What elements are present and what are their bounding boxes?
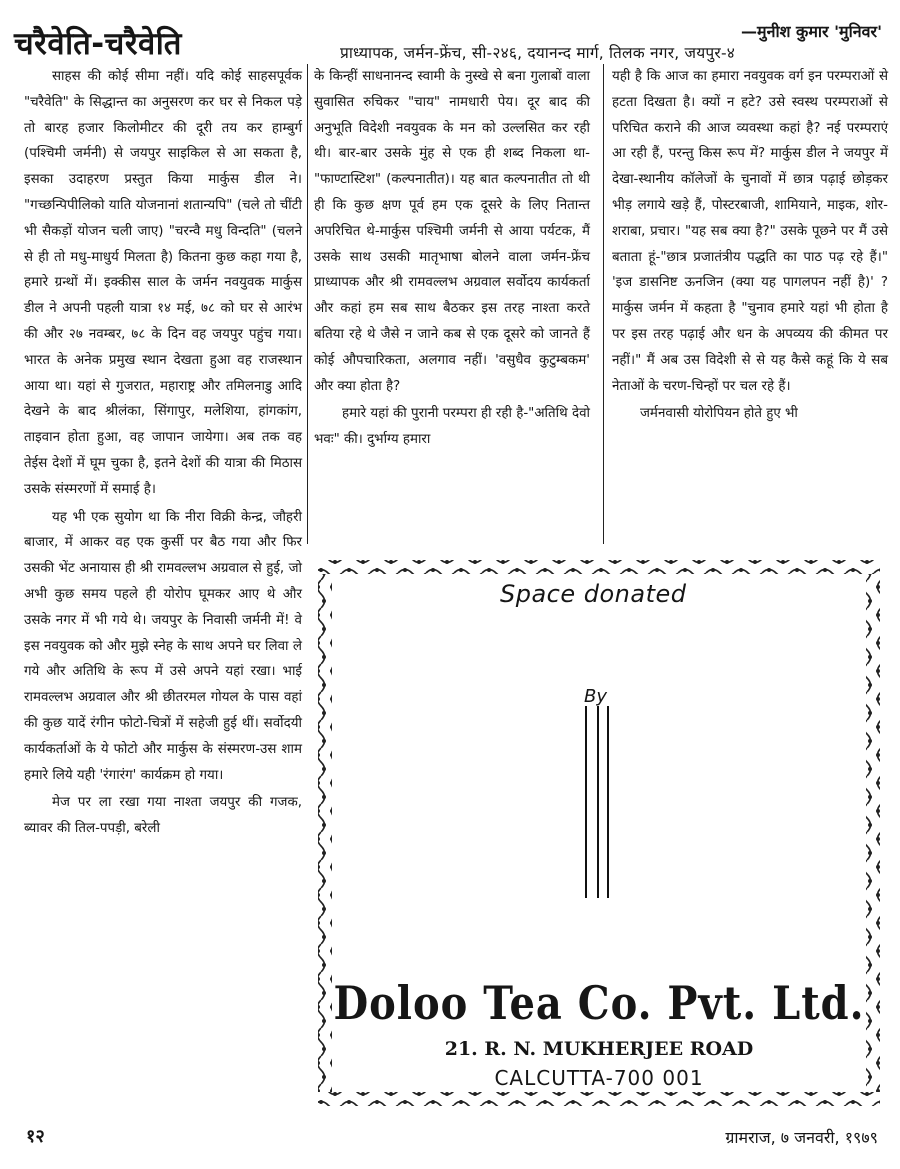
article-column-3 xyxy=(612,64,888,427)
article-column-1 xyxy=(24,64,302,842)
ad-by: By xyxy=(584,686,608,707)
ad-city: CALCUTTA-700 001 xyxy=(494,1066,704,1090)
article-author: —मुनीश कुमार 'मुनिवर' xyxy=(741,22,882,41)
paragraph: यही है कि आज का हमारा नवयुवक वर्ग इन परम्पराओं से हटता दिखता है। क्यों न हटे? उसे स्वस्थ परम्पराओं से परिचित कराने की आज व्यवस्था कहां है? नई परम्पराएं आ रही हैं, परन्तु किस रूप में? मार्कुस डील ने जयपुर में देखा-स्थानीय कॉलेजों के चुनावों में छात्र पढ़ाई छोड़कर भीड़ लगाये खड़े हैं, पोस्टरबाजी, शामियाने, माइक, शोर-शराबा, प्रचार। "यह सब क्या है?" उसके पूछने पर मैं उसे बताता हूं-"छात्र प्रजातंत्रीय पद्धति का पाठ पढ़ रहे हैं।" 'इज डासनिष्ट ऊनजिन (क्या यह पागलपन नहीं है)' ? मार्कुस जर्मन में कहता है "चुनाव हमारे यहां भी होता है पर इस तरह पढ़ाई और धन के अपव्यय की कीमत पर नहीं।" मैं अब उस विदेशी से से यह कैसे कहूं कि ये सब नेताओं के चरण-चिन्हों पर चल रहे हैं। xyxy=(612,69,888,394)
paragraph: साहस की कोई सीमा नहीं। यदि कोई साहसपूर्वक "चरैवेति" के सिद्धान्त का अनुसरण कर घर से निकल पड़े तो बारह हजार किलोमीटर की दूरी तय कर हाम्बुर्ग (पश्चिमी जर्मनी) से जयपुर साइकिल से आ सकता है, इसका उदाहरण प्रस्तुत किया मार्कुस डील ने। "गच्छन्पिपीलिको याति योजनानां शतान्यपि" (चले तो चींटी भी सैकड़ों योजन चली जाए) "चरन्वै मधु विन्दति" (चलने से ही तो मधु-माधुर्य मिलता है) कितना कुछ कहा गया है, हमारे ग्रन्थों में। इक्कीस साल के जर्मन नवयुवक मार्कुस डील ने अपनी पहली यात्रा १४ मई, ७८ को घर से आरंभ की और २७ नवम्बर, ७८ के दिन वह जयपुर पहुंच गया। भारत के अनेक प्रमुख स्थान देखता हुआ वह राजस्थान आया था। यहां से गुजरात, महाराष्ट्र और तमिलनाडु आदि देखने के बाद श्रीलंका, सिंगापुर, मलेशिया, हांगकांग, ताइवान होता हुआ, वह जापान जायेगा। अब तक वह तेईस देशों में घूम चुका है, इतने देशों की यात्रा की मिठास उसके संस्मरणों में समाई है। xyxy=(24,69,302,497)
page-number: १२ xyxy=(26,1126,45,1147)
ad-address: 21. R. N. MUKHERJEE ROAD xyxy=(444,1038,754,1060)
paragraph: जर्मनवासी योरोपियन होते हुए भी xyxy=(640,406,798,422)
advertisement-box xyxy=(314,552,884,1112)
column-divider xyxy=(603,64,604,544)
article-title: चरैवेति-चरैवेति xyxy=(14,26,182,62)
publication-footer: ग्रामराज, ७ जनवरी, १९७९ xyxy=(725,1128,878,1147)
paragraph: के किन्हीं साधनानन्द स्वामी के नुस्खे से बना गुलाबों वाला सुवासित रुचिकर "चाय" नामधारी पेय। दूर बाद की अनुभूति विदेशी नवयुवक के मन को उल्लसित कर रही थी। बार-बार उसके मुंह से एक ही शब्द निकला था-"फाण्टास्टिश" (कल्पनातीत)। यह बात कल्पनातीत तो थी ही कि कुछ क्षण पूर्व हम एक दूसरे के लिए नितान्त अपरिचित थे-मार्कुस पश्चिमी जर्मनी से आया पर्यटक, मैं उसके साथ उसकी मातृभाषा बोलने वाला जर्मन-फ्रेंच प्राध्यापक और श्री रामवल्लभ अग्रवाल सर्वोदय कार्यकर्ता और कहां हम सब साथ बैठकर इस तरह नाश्ता करते बतिया रहे थे जैसे न जाने कब से एक दूसरे को जानते हैं कोई औपचारिकता, अलगाव नहीं। 'वसुधैव कुटुम्बकम' और क्या होता है? xyxy=(314,69,590,394)
ad-company-name: Doloo Tea Co. Pvt. Ltd. xyxy=(333,976,865,1031)
article-column-2 xyxy=(314,64,590,453)
author-affiliation: प्राध्यापक, जर्मन-फ्रेंच, सी-२४६, दयानन्द मार्ग, तिलक नगर, जयपुर-४ xyxy=(340,44,736,62)
column-divider xyxy=(307,64,308,544)
paragraph: मेज पर ला रखा गया नाश्ता जयपुर की गजक, ब्यावर की तिल-पपड़ी, बरेली xyxy=(24,795,302,837)
ad-space-donated: Space donated xyxy=(500,580,687,608)
paragraph: यह भी एक सुयोग था कि नीरा विक्री केन्द्र, जौहरी बाजार, में आकर वह एक कुर्सी पर बैठ गया और फिर उसकी भेंट अनायास ही श्री रामवल्लभ अग्रवाल से हुई, जो अभी कुछ समय पहले ही योरोप घूमकर आए थे और उसके नगर में भी गये थे। जयपुर के निवासी जर्मनी में! वे इस नवयुवक को और मुझे स्नेह के साथ अपने घर लिवा ले गये और अतिथि के रूप में उसे अपने यहां रखा। भाई रामवल्लभ अग्रवाल और श्री छीतरमल गोयल के पास वहां की कुछ यादें रंगीन फोटो-चित्रों में सहेजी हुई थीं। सर्वोदयी कार्यकर्ताओं के ये फोटो और मार्कुस के संस्मरण-उस शाम हमारे लिये यही 'रंगारंग' कार्यक्रम हो गया। xyxy=(24,509,302,783)
paragraph: हमारे यहां की पुरानी परम्परा ही रही है-"अतिथि देवो भवः" की। दुर्भाग्य हमारा xyxy=(314,406,590,448)
